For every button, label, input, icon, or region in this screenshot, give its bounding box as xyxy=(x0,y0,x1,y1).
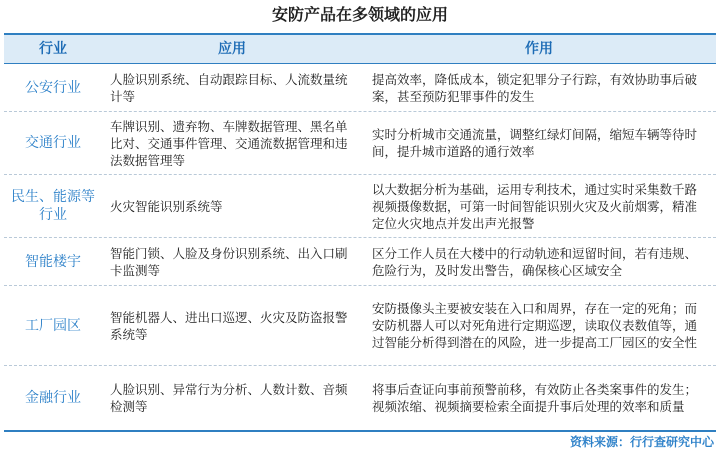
row-effect: 将事后查证向事前预警前移，有效防止各类案事件的发生；视频浓缩、视频摘要检索全面提升事后处理的效率和质量 xyxy=(372,381,698,414)
row-application: 火灾智能识别系统等 xyxy=(110,198,223,214)
row-effect: 区分工作人员在大楼中的行动轨迹和逗留时间，若有违规、危险行为，及时发出警告，确保核心区域安全 xyxy=(372,245,698,278)
page-title: 安防产品在多领域的应用 xyxy=(271,5,448,24)
bottom-divider xyxy=(4,430,716,432)
row-industry: 交通行业 xyxy=(25,135,81,151)
row-application: 智能门锁、人脸及身份识别系统、出入口刷卡监测等 xyxy=(110,245,348,278)
header-effect: 作用 xyxy=(525,41,553,57)
row-application: 车牌识别、遗弃物、车牌数据管理、黑名单比对、交通事件管理、交通流数据管理和违法数据管理等 xyxy=(110,118,348,168)
row-industry: 民生、能源等行业 xyxy=(11,189,95,223)
table-row xyxy=(4,286,716,366)
row-industry: 智能楼宇 xyxy=(25,253,81,270)
row-industry: 工厂园区 xyxy=(25,317,81,334)
row-effect: 以大数据分析为基础，运用专利技术，通过实时采集数千路视频摄像数据，可第一时间智能识别火灾及火前烟雾，精准定位火灾地点并发出声光报警 xyxy=(372,181,698,231)
table-row xyxy=(4,238,716,286)
row-application: 人脸识别系统、自动跟踪目标、人流数量统计等 xyxy=(110,71,348,104)
header-application: 应用 xyxy=(218,41,246,57)
table-row xyxy=(4,175,716,238)
table-row xyxy=(4,366,716,429)
table-header xyxy=(4,35,716,63)
row-industry: 公安行业 xyxy=(25,79,81,96)
row-effect: 提高效率，降低成本，锁定犯罪分子行踪，有效协助事后破案，甚至预防犯罪事件的发生 xyxy=(372,71,698,104)
table-row xyxy=(4,112,716,175)
row-application: 智能机器人、进出口巡逻、火灾及防盗报警系统等 xyxy=(110,309,348,342)
table-row xyxy=(4,64,716,112)
row-industry: 金融行业 xyxy=(25,389,81,406)
source-note: 资料来源：行行查研究中心 xyxy=(569,435,714,449)
header-industry: 行业 xyxy=(39,41,67,57)
row-effect: 实时分析城市交通流量，调整红绿灯间隔，缩短车辆等待时间，提升城市道路的通行效率 xyxy=(372,127,698,159)
row-application: 人脸识别、异常行为分析、人数计数、音频检测等 xyxy=(110,381,348,414)
row-effect: 安防摄像头主要被安装在入口和周界，存在一定的死角；而安防机器人可以对死角进行定期巡逻，读取仪表数值等，通过智能分析得到潜在的风险，进一步提高工厂园区的安全性 xyxy=(372,301,698,350)
